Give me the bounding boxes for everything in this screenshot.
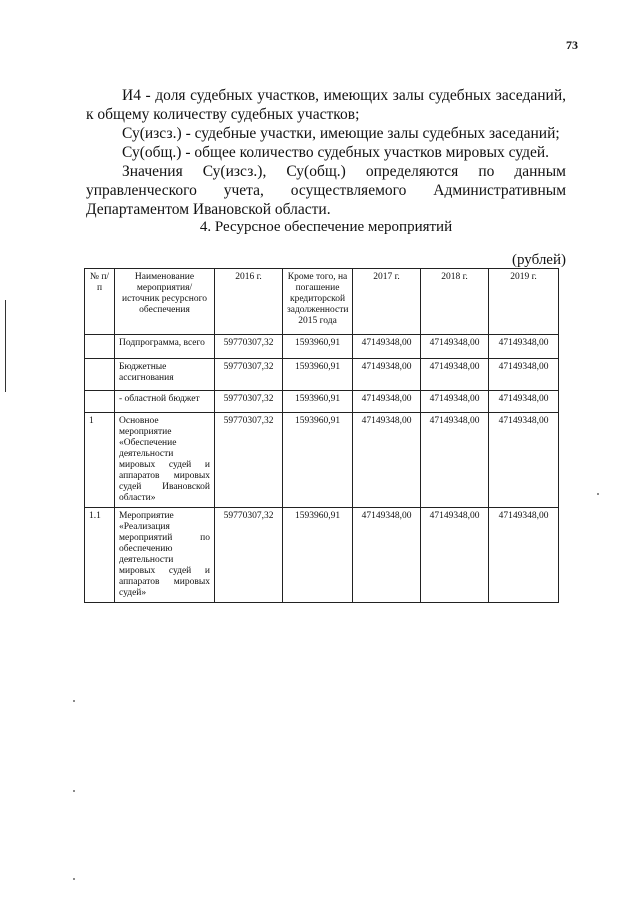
cell-2018: 47149348,00 [421,391,489,413]
word: учета, [223,182,264,199]
table-row [85,391,559,413]
cell-num [85,391,115,413]
scan-speck [597,493,599,495]
cell-num [85,359,115,391]
cell-2016: 59770307,32 [215,359,283,391]
header-2019: 2019 г. [489,269,559,335]
scan-margin-mark [5,300,6,392]
cell-num: 1.1 [85,508,115,603]
cell-2019: 47149348,00 [489,508,559,603]
scan-speck [73,790,75,792]
cell-extra: 1593960,91 [283,508,353,603]
cell-name: - областной бюджет [115,391,215,413]
word: осуществляемого [290,182,407,199]
cell-2017: 47149348,00 [353,391,421,413]
cell-name: Мероприятие «Реализация мероприятий по обеспечению деятельности мировых судей и аппаратов мировых судей» [115,508,215,603]
header-2018: 2018 г. [421,269,489,335]
cell-2017: 47149348,00 [353,508,421,603]
word: Значения [122,163,183,180]
paragraph-courtrooms: Су(изсз.) - судебные участки, имеющие залы судебных заседаний; [122,125,560,142]
cell-2016: 59770307,32 [215,413,283,508]
paragraph-values-line3: Департаментом Ивановской области. [86,201,331,218]
cell-2018: 47149348,00 [421,335,489,359]
cell-2019: 47149348,00 [489,335,559,359]
table-row [85,359,559,391]
cell-2018: 47149348,00 [421,359,489,391]
cell-2016: 59770307,32 [215,508,283,603]
header-2016: 2016 г. [215,269,283,335]
header-extra: Кроме того, на погашение кредиторской задолженности 2015 года [283,269,353,335]
cell-extra: 1593960,91 [283,359,353,391]
table-header-row [85,269,559,335]
cell-extra: 1593960,91 [283,335,353,359]
cell-extra: 1593960,91 [283,391,353,413]
cell-extra: 1593960,91 [283,413,353,508]
header-num: № п/п [85,269,115,335]
word: Административным [433,182,566,199]
word: данным [514,163,566,180]
word: Су(изсз.), [202,163,267,180]
cell-2019: 47149348,00 [489,413,559,508]
word: по [478,163,495,180]
paragraph-values-line1 [86,162,566,181]
scan-speck [73,700,75,702]
table-row [85,335,559,359]
resource-table [84,268,559,603]
table-row [85,413,559,508]
cell-2018: 47149348,00 [421,508,489,603]
paragraph-total-units: Су(общ.) - общее количество судебных участков мировых судей. [122,144,550,161]
word: определяются [365,163,459,180]
table-row [85,508,559,603]
cell-name: Подпрограмма, всего [115,335,215,359]
page-number: 73 [566,38,578,52]
cell-2017: 47149348,00 [353,413,421,508]
section-title: 4. Ресурсное обеспечение мероприятий [199,219,453,235]
cell-2016: 59770307,32 [215,335,283,359]
cell-2018: 47149348,00 [421,413,489,508]
cell-2016: 59770307,32 [215,391,283,413]
cell-2017: 47149348,00 [353,335,421,359]
cell-num [85,335,115,359]
header-2017: 2017 г. [353,269,421,335]
units-label: (рублей) [511,252,566,268]
word: управленческого [86,182,197,199]
cell-name: Основное мероприятие «Обеспечение деятельности мировых судей и аппаратов мировых судей Ивановской области» [115,413,215,508]
cell-2017: 47149348,00 [353,359,421,391]
paragraph-values-line2 [86,181,566,200]
cell-2019: 47149348,00 [489,359,559,391]
header-name: Наименование мероприятия/источник ресурсного обеспечения [115,269,215,335]
cell-num: 1 [85,413,115,508]
scan-speck [73,878,75,880]
word: Су(общ.) [286,163,346,180]
paragraph-indicator-definition: И4 - доля судебных участков, имеющих залы судебных заседаний, к общему количеству судебных участков; [86,87,566,123]
body-text [86,86,566,219]
cell-name: Бюджетные ассигнования [115,359,215,391]
cell-2019: 47149348,00 [489,391,559,413]
